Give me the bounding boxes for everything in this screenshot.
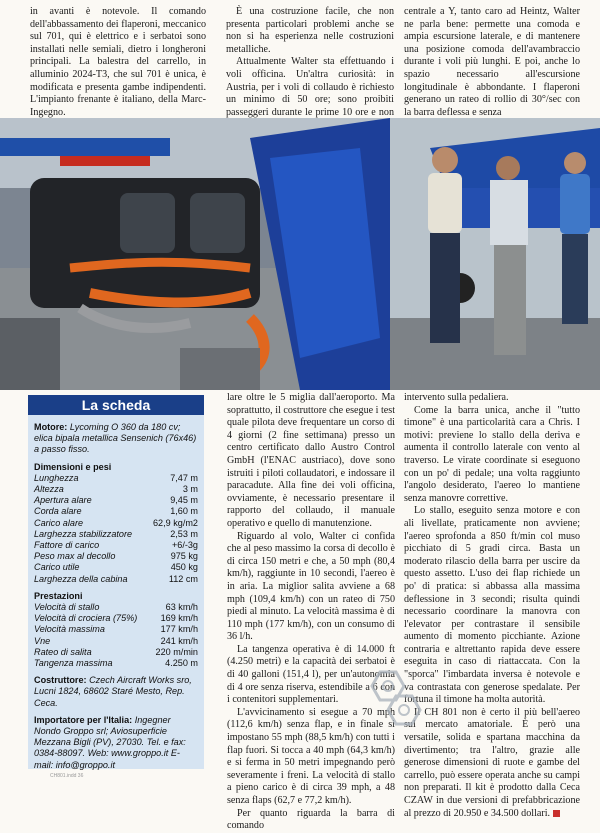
performance-list bbox=[34, 602, 198, 669]
end-of-article-icon bbox=[553, 810, 560, 817]
spec-value: 9,45 m bbox=[170, 495, 198, 506]
spec-value: 450 kg bbox=[170, 562, 198, 573]
paragraph: Riguardo al volo, Walter ci confida che al peso massimo la corsa di decollo è di circa 150 metri e che, a 50 mph (80,4 km/h), raggiunte in 10 secondi, l'aereo è in aria. La miglior salita avviene a 68 mph (109,4 km/h) con un rateo di 750 piedi al minuto. La velocità massima è di 110 mph (177 km/h), con un consumo di 36 l/h. bbox=[227, 530, 395, 643]
paragraph: La tangenza operativa è di 14.000 ft (4.250 metri) e la capacità dei serbatoi è di 40 galloni (151,4 l), per un'autonomia di 4 ore senza riserva, estendibile a 6 con i contenitori supplementari. bbox=[227, 643, 395, 706]
engine-spec bbox=[34, 422, 198, 456]
paragraph: Per quanto riguarda la barra di comando bbox=[227, 807, 395, 832]
spec-label: Velocità massima bbox=[34, 624, 105, 635]
dimensions-heading: Dimensioni e pesi bbox=[34, 461, 112, 472]
spec-row bbox=[34, 473, 198, 484]
page-footer: CH801.indd 36 bbox=[50, 773, 84, 779]
spec-value: 7,47 m bbox=[170, 472, 198, 483]
spec-label: Fattore di carico bbox=[34, 540, 100, 551]
spec-row bbox=[34, 562, 198, 573]
spec-label: Larghezza stabilizzatore bbox=[34, 528, 133, 539]
bolt-watermark-icon bbox=[358, 664, 428, 734]
paragraph: Il CH 801 non è certo il più bell'aereo sul mercato amatoriale. È però una versatile, solida e spartana macchina da divertimento; tra l'altro, grazie alle generose dimensioni di ruote e gambe del carrello, può essere operata anche su campi non preparati. Il kit è prodotto dalla Ceca CZAW in due versioni di prefabbricazione al prezzo di 20.950 e 34.500 dollari. bbox=[404, 706, 580, 819]
spec-row bbox=[34, 624, 198, 635]
spec-value: 2,53 m bbox=[170, 528, 198, 539]
spec-row bbox=[34, 613, 198, 624]
spec-value: 63 km/h bbox=[165, 602, 198, 613]
spec-value: 169 km/h bbox=[160, 613, 198, 624]
paragraph: L'avvicinamento si esegue a 70 mph (112,6 km/h) senza flap, e in finale si impostano 55 mph (88,5 km/h) con tutti i flap fuori. Si tocca a 40 mph (64,3 km/h) e si ferma in 50 metri impegnando però severamente i freni. La velocità di stallo a pieno carico è di circa 39 mph, a 48 senza flaps (62,7 e 77,2 km/h). bbox=[227, 706, 395, 806]
engine-photo bbox=[0, 118, 390, 390]
performance-heading: Prestazioni bbox=[34, 590, 83, 601]
spec-sheet-box bbox=[28, 395, 204, 769]
spec-value: 62,9 kg/m2 bbox=[153, 517, 198, 528]
spec-label: Velocità di stallo bbox=[34, 602, 100, 613]
spec-label: Rateo di salita bbox=[34, 646, 92, 657]
spec-value: 975 kg bbox=[170, 551, 198, 562]
spec-value: 241 km/h bbox=[160, 635, 198, 646]
paragraph: intervento sulla pedaliera. bbox=[404, 392, 509, 403]
engine-text: Lycoming O 360 da 180 cv; elica bipala metallica Sensenich (76x46) a passo fisso. bbox=[34, 422, 197, 455]
engine-label: Motore: bbox=[34, 422, 68, 432]
importer-label: Importatore per l'Italia: bbox=[34, 714, 133, 725]
spec-label: Carico utile bbox=[34, 562, 80, 573]
paragraph: È una costruzione facile, che non presenta particolari problemi anche se non si ha esperienza nelle costruzioni metalliche. bbox=[226, 6, 394, 55]
spec-label: Velocità di crociera (75%) bbox=[34, 613, 138, 624]
spec-row bbox=[34, 495, 198, 506]
bottom-column-1 bbox=[227, 392, 395, 833]
paragraph: lare oltre le 5 miglia dall'aeroporto. Ma soprattutto, il costruttore che esegue i test quale pilota deve frequentare un corso di 4 giorni (2 fine settimana) presso un centro certificato dallo Austro Control GmbH (l'ENAC austriaco), dove sono istruiti i piloti collaudatori, e indossare il paracadute. Alla fine dei voli officina, ovviamente, è necessario presentare il rapporto del collaudo, il manuale operativo e quello di manutenzione. bbox=[227, 392, 395, 529]
importer bbox=[34, 715, 198, 771]
spec-row bbox=[34, 484, 198, 495]
bottom-column-2 bbox=[404, 392, 580, 820]
importer-text: Ingegner Nondo Groppo srl; Aviosuperficie Mezzana Bigli (PV), 27030. Tel. e fax: 0384-88097. Web: www.groppo.it E-mail: info@groppo.it bbox=[34, 714, 186, 770]
spec-label: Corda alare bbox=[34, 506, 82, 517]
spec-value: 4.250 m bbox=[165, 658, 198, 669]
spec-label: Altezza bbox=[34, 484, 64, 495]
spec-row bbox=[34, 529, 198, 540]
spec-row bbox=[34, 636, 198, 647]
top-column-1 bbox=[30, 6, 206, 119]
dimensions-list bbox=[34, 473, 198, 585]
spec-row bbox=[34, 658, 198, 669]
spec-value: 177 km/h bbox=[160, 624, 198, 635]
spec-label: Peso max al decollo bbox=[34, 551, 116, 562]
spec-value: 112 cm bbox=[168, 573, 198, 584]
spec-row bbox=[34, 518, 198, 529]
manufacturer bbox=[34, 675, 198, 709]
spec-row bbox=[34, 574, 198, 585]
spec-label: Larghezza della cabina bbox=[34, 573, 128, 584]
spec-sheet-title: La scheda bbox=[28, 395, 204, 415]
paragraph: centrale a Y, tanto caro ad Heintz, Walter ne parla bene: permette una comoda e ampia escursione laterale, e di mantenere una posizione comoda dell'avambraccio durante i voli più lunghi. E poi, anche lo spazio necessario all'escursione longitudinale è abbondante. I flaperoni generano un rateo di rollio di 30°/sec con la barra deflessa e senza bbox=[404, 6, 580, 118]
spec-label: Vne bbox=[34, 635, 51, 646]
spec-row bbox=[34, 647, 198, 658]
spec-value: +6/-3g bbox=[171, 540, 198, 551]
manufacturer-text: Czech Aircraft Works sro, Lucni 1824, 68602 Staré Mesto, Rep. Ceca. bbox=[34, 675, 192, 708]
spec-row bbox=[34, 506, 198, 517]
spec-value: 1,60 m bbox=[170, 506, 198, 517]
spec-value: 220 m/min bbox=[155, 646, 198, 657]
spec-value: 3 m bbox=[182, 484, 198, 495]
manufacturer-label: Costruttore: bbox=[34, 675, 87, 686]
spec-row bbox=[34, 551, 198, 562]
spec-row bbox=[34, 602, 198, 613]
top-column-2 bbox=[226, 6, 394, 132]
top-column-3 bbox=[404, 6, 580, 119]
paragraph: Come la barra unica, anche il "tutto timone" è una particolarità cara a Chris. I motivi: previene lo stallo della deriva e aumenta il controllo laterale con vento al traverso. Le virate coordinate si eseguono con un po' di pedale; una volta raggiunto l'angolo desiderato, l'aereo lo mantiene senza manovre correttive. bbox=[404, 404, 580, 504]
spec-label: Apertura alare bbox=[34, 495, 92, 506]
spec-label: Lunghezza bbox=[34, 472, 79, 483]
spec-label: Carico alare bbox=[34, 517, 84, 528]
paragraph: Attualmente Walter sta effettuando i voli officina. Un'altra curiosità: in Austria, per i voli di collaudo è richiesto un minimo di 50 ore; sono proibiti passeggeri durante le prime 10 ore e non bbox=[226, 56, 394, 118]
paragraph: in avanti è notevole. Il comando dell'abbassamento dei flaperoni, meccanico sul 701, qui è elettrico e i serbatoi sono installati nelle semiali, dietro i longheroni principali. La balestra del carrello, in alluminio 2024-T3, che sul 701 è unica, è modificata e presenta gambe indipendenti. L'impianto frenante è italiano, della Marc-Ingegno. bbox=[30, 6, 206, 118]
spec-label: Tangenza massima bbox=[34, 658, 113, 669]
spec-row bbox=[34, 540, 198, 551]
people-photo bbox=[390, 118, 600, 390]
paragraph: Lo stallo, eseguito senza motore e con ali livellate, praticamente non avviene; l'aereo sprofonda a 850 ft/min col muso picchiato di 5 gradi circa. Basta un moderato rilascio della barra per uscire da questo assetto. L'uso dei flap richiede un po' di pratica: si abbassa alla massima deflessione in 3 secondi; risulta quindi necessario coordinare la manovra con l'elevator per contrastare il sensibile aumento di momento picchiante. Azione contraria e altrettanto rapida deve essere eseguita in caso di riattaccata. Con la "sporca" l'imbardata inversa è notevole e va contrastata con generose spedalate. Per fortuna il timone ha molta autorità. bbox=[404, 505, 580, 706]
